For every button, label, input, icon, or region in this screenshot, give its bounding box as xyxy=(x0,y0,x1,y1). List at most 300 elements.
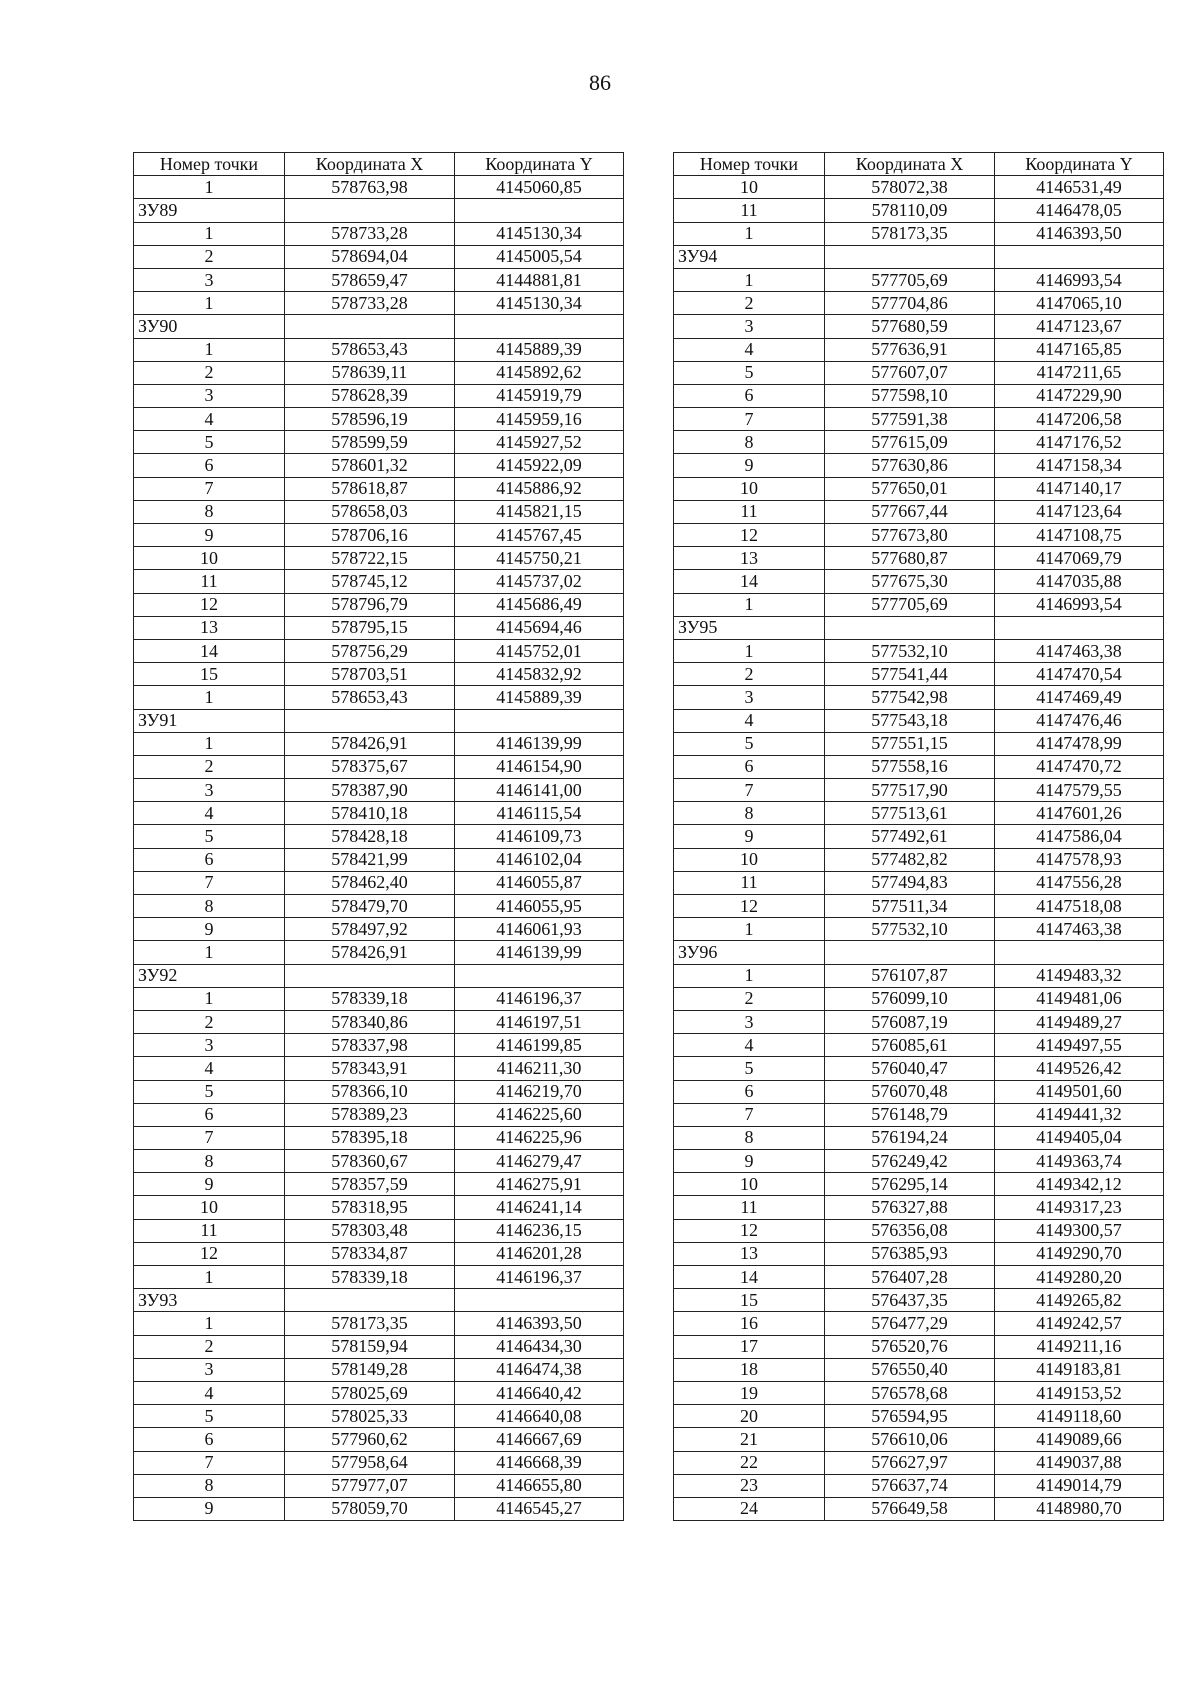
table-body-left xyxy=(134,176,624,1521)
table-row xyxy=(674,292,1164,315)
table-row xyxy=(134,1474,624,1497)
coordinate-x-cell: 577650,01 xyxy=(825,477,995,500)
point-number-cell: 9 xyxy=(134,918,285,941)
point-number-cell: 8 xyxy=(134,1150,285,1173)
coordinate-y-cell: 4149242,57 xyxy=(995,1312,1164,1335)
coordinates-table-left xyxy=(133,152,624,1521)
point-number-cell: 12 xyxy=(674,1219,825,1242)
coordinate-x-cell: 577960,62 xyxy=(285,1428,455,1451)
table-row xyxy=(674,1335,1164,1358)
coordinate-y-cell: 4147176,52 xyxy=(995,431,1164,454)
coordinates-table-right xyxy=(673,152,1164,1521)
coordinate-y-cell: 4146478,05 xyxy=(995,199,1164,222)
coordinate-y-cell: 4149317,23 xyxy=(995,1196,1164,1219)
coordinate-x-cell: 578110,09 xyxy=(825,199,995,222)
coordinate-x-cell: 578722,15 xyxy=(285,547,455,570)
coordinate-x-cell: 578733,28 xyxy=(285,222,455,245)
coordinate-x-cell: 578410,18 xyxy=(285,802,455,825)
coordinate-x-cell: 577558,16 xyxy=(825,755,995,778)
table-row xyxy=(674,1405,1164,1428)
coordinate-y-cell xyxy=(455,709,624,732)
table-row xyxy=(134,1057,624,1080)
coordinate-y-cell: 4147470,72 xyxy=(995,755,1164,778)
header-point-number: Номер точки xyxy=(674,153,825,176)
coordinate-x-cell: 577705,69 xyxy=(825,268,995,291)
coordinate-y-cell: 4147578,93 xyxy=(995,848,1164,871)
header-coordinate-x: Координата X xyxy=(825,153,995,176)
table-row xyxy=(134,802,624,825)
table-row xyxy=(134,292,624,315)
coordinate-y-cell: 4147065,10 xyxy=(995,292,1164,315)
table-row xyxy=(134,593,624,616)
coordinate-x-cell: 578360,67 xyxy=(285,1150,455,1173)
table-row xyxy=(134,825,624,848)
coordinate-x-cell: 576087,19 xyxy=(825,1010,995,1033)
point-number-cell: 6 xyxy=(674,755,825,778)
point-number-cell: 21 xyxy=(674,1428,825,1451)
coordinate-y-cell: 4146219,70 xyxy=(455,1080,624,1103)
coordinate-x-cell: 577532,10 xyxy=(825,639,995,662)
point-number-cell: 12 xyxy=(134,1242,285,1265)
coordinate-x-cell: 576099,10 xyxy=(825,987,995,1010)
header-point-number: Номер точки xyxy=(134,153,285,176)
coordinate-x-cell: 577591,38 xyxy=(825,408,995,431)
table-row xyxy=(134,338,624,361)
coordinate-y-cell: 4145750,21 xyxy=(455,547,624,570)
coordinate-x-cell: 578173,35 xyxy=(285,1312,455,1335)
table-row xyxy=(674,964,1164,987)
coordinate-x-cell: 576649,58 xyxy=(825,1497,995,1520)
point-number-cell: 5 xyxy=(134,431,285,454)
coordinate-x-cell: 576578,68 xyxy=(825,1381,995,1404)
coordinate-y-cell: 4146055,87 xyxy=(455,871,624,894)
table-row xyxy=(674,755,1164,778)
coordinate-x-cell: 578639,11 xyxy=(285,361,455,384)
coordinate-y-cell: 4146993,54 xyxy=(995,268,1164,291)
parcel-label-cell: ЗУ92 xyxy=(134,964,285,987)
coordinate-x-cell: 577680,87 xyxy=(825,547,995,570)
coordinate-y-cell: 4149489,27 xyxy=(995,1010,1164,1033)
coordinate-x-cell: 578025,69 xyxy=(285,1381,455,1404)
point-number-cell: 3 xyxy=(674,1010,825,1033)
coordinate-x-cell: 578375,67 xyxy=(285,755,455,778)
coordinate-y-cell xyxy=(455,199,624,222)
table-row xyxy=(134,268,624,291)
coordinate-y-cell: 4147165,85 xyxy=(995,338,1164,361)
table-row xyxy=(134,1242,624,1265)
point-number-cell: 1 xyxy=(674,639,825,662)
coordinate-x-cell: 577511,34 xyxy=(825,895,995,918)
point-number-cell: 5 xyxy=(134,825,285,848)
table-row xyxy=(674,825,1164,848)
point-number-cell: 3 xyxy=(134,1034,285,1057)
parcel-label-row xyxy=(134,1289,624,1312)
coordinate-x-cell: 578159,94 xyxy=(285,1335,455,1358)
coordinate-x-cell: 576637,74 xyxy=(825,1474,995,1497)
coordinate-y-cell: 4149280,20 xyxy=(995,1266,1164,1289)
coordinate-y-cell: 4146241,14 xyxy=(455,1196,624,1219)
table-row xyxy=(134,941,624,964)
table-row xyxy=(674,1057,1164,1080)
point-number-cell: 4 xyxy=(674,709,825,732)
page-number: 86 xyxy=(589,70,611,95)
coordinate-x-cell: 577541,44 xyxy=(825,663,995,686)
table-row xyxy=(134,686,624,709)
point-number-cell: 8 xyxy=(134,1474,285,1497)
coordinate-y-cell: 4147211,65 xyxy=(995,361,1164,384)
point-number-cell: 13 xyxy=(674,547,825,570)
table-row xyxy=(134,454,624,477)
coordinate-y-cell: 4146640,08 xyxy=(455,1405,624,1428)
coordinate-x-cell: 578795,15 xyxy=(285,616,455,639)
coordinate-y-cell: 4149089,66 xyxy=(995,1428,1164,1451)
table-row xyxy=(674,1103,1164,1126)
coordinate-x-cell: 576520,76 xyxy=(825,1335,995,1358)
table-row xyxy=(674,570,1164,593)
table-row xyxy=(134,1034,624,1057)
point-number-cell: 6 xyxy=(134,1428,285,1451)
coordinate-x-cell: 578703,51 xyxy=(285,663,455,686)
point-number-cell: 9 xyxy=(674,1150,825,1173)
point-number-cell: 2 xyxy=(674,663,825,686)
point-number-cell: 11 xyxy=(134,1219,285,1242)
table-row xyxy=(134,1428,624,1451)
parcel-label-cell: ЗУ90 xyxy=(134,315,285,338)
table-row xyxy=(674,315,1164,338)
table-row xyxy=(674,709,1164,732)
point-number-cell: 6 xyxy=(134,848,285,871)
coordinate-x-cell: 578745,12 xyxy=(285,570,455,593)
header-coordinate-y: Координата Y xyxy=(995,153,1164,176)
coordinate-y-cell: 4149300,57 xyxy=(995,1219,1164,1242)
table-row xyxy=(674,1150,1164,1173)
coordinate-y-cell: 4146211,30 xyxy=(455,1057,624,1080)
point-number-cell: 10 xyxy=(674,176,825,199)
point-number-cell: 13 xyxy=(674,1242,825,1265)
coordinate-x-cell: 578303,48 xyxy=(285,1219,455,1242)
coordinate-y-cell: 4147463,38 xyxy=(995,639,1164,662)
coordinate-y-cell: 4146115,54 xyxy=(455,802,624,825)
table-row xyxy=(674,987,1164,1010)
table-row xyxy=(674,918,1164,941)
coordinate-x-cell: 578334,87 xyxy=(285,1242,455,1265)
table-row xyxy=(674,500,1164,523)
coordinate-x-cell: 577482,82 xyxy=(825,848,995,871)
point-number-cell: 9 xyxy=(674,454,825,477)
point-number-cell: 10 xyxy=(674,848,825,871)
coordinate-y-cell: 4146655,80 xyxy=(455,1474,624,1497)
point-number-cell: 3 xyxy=(674,315,825,338)
coordinate-y-cell: 4147470,54 xyxy=(995,663,1164,686)
coordinate-x-cell: 576327,88 xyxy=(825,1196,995,1219)
table-row xyxy=(134,663,624,686)
table-row xyxy=(674,1497,1164,1520)
table-row xyxy=(674,1266,1164,1289)
coordinate-x-cell: 577704,86 xyxy=(825,292,995,315)
coordinate-x-cell: 577542,98 xyxy=(825,686,995,709)
point-number-cell: 4 xyxy=(134,1381,285,1404)
point-number-cell: 7 xyxy=(134,1126,285,1149)
table-row xyxy=(134,431,624,454)
coordinate-x-cell: 578653,43 xyxy=(285,686,455,709)
coordinate-x-cell: 578658,03 xyxy=(285,500,455,523)
coordinate-x-cell: 578149,28 xyxy=(285,1358,455,1381)
coordinate-x-cell: 578479,70 xyxy=(285,895,455,918)
point-number-cell: 1 xyxy=(674,964,825,987)
table-row xyxy=(674,895,1164,918)
coordinate-y-cell: 4146393,50 xyxy=(455,1312,624,1335)
coordinate-x-cell: 576356,08 xyxy=(825,1219,995,1242)
point-number-cell: 11 xyxy=(674,1196,825,1219)
coordinate-y-cell: 4149037,88 xyxy=(995,1451,1164,1474)
table-row xyxy=(134,222,624,245)
coordinate-y-cell: 4145889,39 xyxy=(455,338,624,361)
table-row xyxy=(134,987,624,1010)
coordinate-y-cell: 4146061,93 xyxy=(455,918,624,941)
coordinate-x-cell: 577977,07 xyxy=(285,1474,455,1497)
table-row xyxy=(674,779,1164,802)
coordinate-x-cell: 578318,95 xyxy=(285,1196,455,1219)
table-row xyxy=(134,1312,624,1335)
table-row xyxy=(134,1451,624,1474)
coordinate-y-cell: 4146225,96 xyxy=(455,1126,624,1149)
point-number-cell: 3 xyxy=(134,384,285,407)
point-number-cell: 18 xyxy=(674,1358,825,1381)
point-number-cell: 11 xyxy=(674,500,825,523)
coordinate-y-cell: 4149526,42 xyxy=(995,1057,1164,1080)
coordinate-x-cell: 577958,64 xyxy=(285,1451,455,1474)
coordinate-y-cell: 4149481,06 xyxy=(995,987,1164,1010)
coordinate-x-cell: 577636,91 xyxy=(825,338,995,361)
coordinate-x-cell: 577680,59 xyxy=(825,315,995,338)
point-number-cell: 4 xyxy=(674,338,825,361)
table-row xyxy=(674,1010,1164,1033)
coordinate-x-cell: 578428,18 xyxy=(285,825,455,848)
coordinate-y-cell: 4146640,42 xyxy=(455,1381,624,1404)
point-number-cell: 2 xyxy=(134,755,285,778)
table-row xyxy=(134,547,624,570)
coordinate-y-cell: 4145919,79 xyxy=(455,384,624,407)
coordinate-y-cell: 4145752,01 xyxy=(455,639,624,662)
point-number-cell: 1 xyxy=(134,686,285,709)
point-number-cell: 12 xyxy=(134,593,285,616)
table-row xyxy=(134,408,624,431)
table-row xyxy=(134,570,624,593)
point-number-cell: 5 xyxy=(674,732,825,755)
coordinate-x-cell: 576249,42 xyxy=(825,1150,995,1173)
point-number-cell: 1 xyxy=(134,941,285,964)
table-row xyxy=(674,871,1164,894)
coordinate-y-cell xyxy=(995,245,1164,268)
point-number-cell: 3 xyxy=(674,686,825,709)
coordinate-x-cell: 577607,07 xyxy=(825,361,995,384)
table-row xyxy=(674,477,1164,500)
table-row xyxy=(134,1335,624,1358)
coordinate-y-cell: 4149153,52 xyxy=(995,1381,1164,1404)
coordinate-y-cell: 4147158,34 xyxy=(995,454,1164,477)
table-row xyxy=(134,361,624,384)
point-number-cell: 1 xyxy=(134,987,285,1010)
parcel-label-row xyxy=(134,709,624,732)
coordinate-y-cell: 4145889,39 xyxy=(455,686,624,709)
coordinate-x-cell: 576148,79 xyxy=(825,1103,995,1126)
table-row xyxy=(674,384,1164,407)
parcel-label-cell: ЗУ94 xyxy=(674,245,825,268)
point-number-cell: 15 xyxy=(674,1289,825,1312)
coordinate-y-cell: 4149118,60 xyxy=(995,1405,1164,1428)
parcel-label-row xyxy=(134,964,624,987)
point-number-cell: 12 xyxy=(674,524,825,547)
point-number-cell: 8 xyxy=(674,1126,825,1149)
coordinate-x-cell: 577667,44 xyxy=(825,500,995,523)
coordinate-y-cell: 4149497,55 xyxy=(995,1034,1164,1057)
parcel-label-cell: ЗУ91 xyxy=(134,709,285,732)
table-row xyxy=(674,222,1164,245)
coordinate-x-cell: 577543,18 xyxy=(825,709,995,732)
coordinate-x-cell: 576385,93 xyxy=(825,1242,995,1265)
coordinate-y-cell: 4146197,51 xyxy=(455,1010,624,1033)
coordinate-x-cell: 576550,40 xyxy=(825,1358,995,1381)
table-row xyxy=(674,408,1164,431)
coordinate-y-cell: 4146275,91 xyxy=(455,1173,624,1196)
coordinate-x-cell: 578628,39 xyxy=(285,384,455,407)
coordinate-x-cell: 578599,59 xyxy=(285,431,455,454)
table-header-row xyxy=(134,153,624,176)
table-row xyxy=(134,918,624,941)
coordinate-x-cell: 576194,24 xyxy=(825,1126,995,1149)
point-number-cell: 1 xyxy=(134,338,285,361)
point-number-cell: 7 xyxy=(674,1103,825,1126)
point-number-cell: 11 xyxy=(134,570,285,593)
coordinate-y-cell: 4147476,46 xyxy=(995,709,1164,732)
table-row xyxy=(674,547,1164,570)
coordinate-y-cell: 4145060,85 xyxy=(455,176,624,199)
coordinate-y-cell: 4147463,38 xyxy=(995,918,1164,941)
coordinate-y-cell: 4146154,90 xyxy=(455,755,624,778)
coordinate-x-cell: 578366,10 xyxy=(285,1080,455,1103)
table-row xyxy=(134,500,624,523)
coordinate-y-cell: 4145927,52 xyxy=(455,431,624,454)
coordinate-x-cell: 577494,83 xyxy=(825,871,995,894)
coordinate-y-cell: 4145821,15 xyxy=(455,500,624,523)
table-row xyxy=(674,524,1164,547)
coordinate-x-cell: 577673,80 xyxy=(825,524,995,547)
point-number-cell: 8 xyxy=(134,895,285,918)
point-number-cell: 6 xyxy=(674,1080,825,1103)
point-number-cell: 2 xyxy=(134,1335,285,1358)
table-row xyxy=(134,779,624,802)
table-row xyxy=(134,616,624,639)
table-row xyxy=(134,871,624,894)
coordinate-y-cell: 4145959,16 xyxy=(455,408,624,431)
coordinate-y-cell: 4147601,26 xyxy=(995,802,1164,825)
coordinate-y-cell: 4145737,02 xyxy=(455,570,624,593)
point-number-cell: 4 xyxy=(674,1034,825,1057)
parcel-label-row xyxy=(674,616,1164,639)
coordinate-y-cell: 4146102,04 xyxy=(455,848,624,871)
point-number-cell: 10 xyxy=(674,477,825,500)
coordinate-y-cell: 4146201,28 xyxy=(455,1242,624,1265)
table-row xyxy=(674,593,1164,616)
coordinate-y-cell: 4146668,39 xyxy=(455,1451,624,1474)
coordinate-x-cell: 577492,61 xyxy=(825,825,995,848)
point-number-cell: 14 xyxy=(134,639,285,662)
point-number-cell: 7 xyxy=(674,408,825,431)
coordinate-x-cell: 578173,35 xyxy=(825,222,995,245)
point-number-cell: 8 xyxy=(674,431,825,454)
coordinate-x-cell: 578072,38 xyxy=(825,176,995,199)
coordinate-y-cell: 4145130,34 xyxy=(455,292,624,315)
coordinate-x-cell: 578653,43 xyxy=(285,338,455,361)
coordinate-y-cell: 4147556,28 xyxy=(995,871,1164,894)
parcel-label-row xyxy=(134,315,624,338)
table-row xyxy=(134,1103,624,1126)
coordinate-y-cell: 4149483,32 xyxy=(995,964,1164,987)
coordinate-y-cell: 4149290,70 xyxy=(995,1242,1164,1265)
parcel-label-cell: ЗУ95 xyxy=(674,616,825,639)
coordinate-y-cell: 4145130,34 xyxy=(455,222,624,245)
point-number-cell: 9 xyxy=(674,825,825,848)
coordinate-y-cell: 4149265,82 xyxy=(995,1289,1164,1312)
coordinate-x-cell: 577705,69 xyxy=(825,593,995,616)
point-number-cell: 5 xyxy=(674,1057,825,1080)
coordinate-x-cell: 577551,15 xyxy=(825,732,995,755)
table-row xyxy=(674,1080,1164,1103)
table-row xyxy=(674,431,1164,454)
point-number-cell: 1 xyxy=(134,292,285,315)
table-row xyxy=(674,1034,1164,1057)
coordinate-y-cell: 4144881,81 xyxy=(455,268,624,291)
point-number-cell: 9 xyxy=(134,524,285,547)
point-number-cell: 15 xyxy=(134,663,285,686)
point-number-cell: 4 xyxy=(134,1057,285,1080)
point-number-cell: 5 xyxy=(674,361,825,384)
table-row xyxy=(674,1358,1164,1381)
coordinate-x-cell xyxy=(825,245,995,268)
table-row xyxy=(674,732,1164,755)
coordinate-x-cell xyxy=(285,199,455,222)
point-number-cell: 14 xyxy=(674,570,825,593)
coordinate-x-cell: 578763,98 xyxy=(285,176,455,199)
coordinate-x-cell: 576627,97 xyxy=(825,1451,995,1474)
table-row xyxy=(674,199,1164,222)
coordinate-y-cell: 4147579,55 xyxy=(995,779,1164,802)
point-number-cell: 1 xyxy=(674,593,825,616)
table-row xyxy=(134,1497,624,1520)
point-number-cell: 16 xyxy=(674,1312,825,1335)
coordinate-y-cell: 4146531,49 xyxy=(995,176,1164,199)
coordinate-x-cell: 578596,19 xyxy=(285,408,455,431)
coordinate-x-cell: 577517,90 xyxy=(825,779,995,802)
point-number-cell: 2 xyxy=(674,292,825,315)
table-header-row xyxy=(674,153,1164,176)
point-number-cell: 9 xyxy=(134,1497,285,1520)
coordinate-y-cell: 4145686,49 xyxy=(455,593,624,616)
coordinate-y-cell: 4145767,45 xyxy=(455,524,624,547)
coordinate-y-cell: 4147140,17 xyxy=(995,477,1164,500)
coordinate-y-cell xyxy=(455,1289,624,1312)
table-row xyxy=(134,1219,624,1242)
table-row xyxy=(134,1173,624,1196)
table-row xyxy=(134,1266,624,1289)
table-row xyxy=(674,663,1164,686)
coordinate-y-cell: 4147478,99 xyxy=(995,732,1164,755)
table-row xyxy=(674,361,1164,384)
coordinate-y-cell: 4146225,60 xyxy=(455,1103,624,1126)
point-number-cell: 5 xyxy=(134,1080,285,1103)
coordinate-y-cell: 4146109,73 xyxy=(455,825,624,848)
point-number-cell: 1 xyxy=(674,918,825,941)
